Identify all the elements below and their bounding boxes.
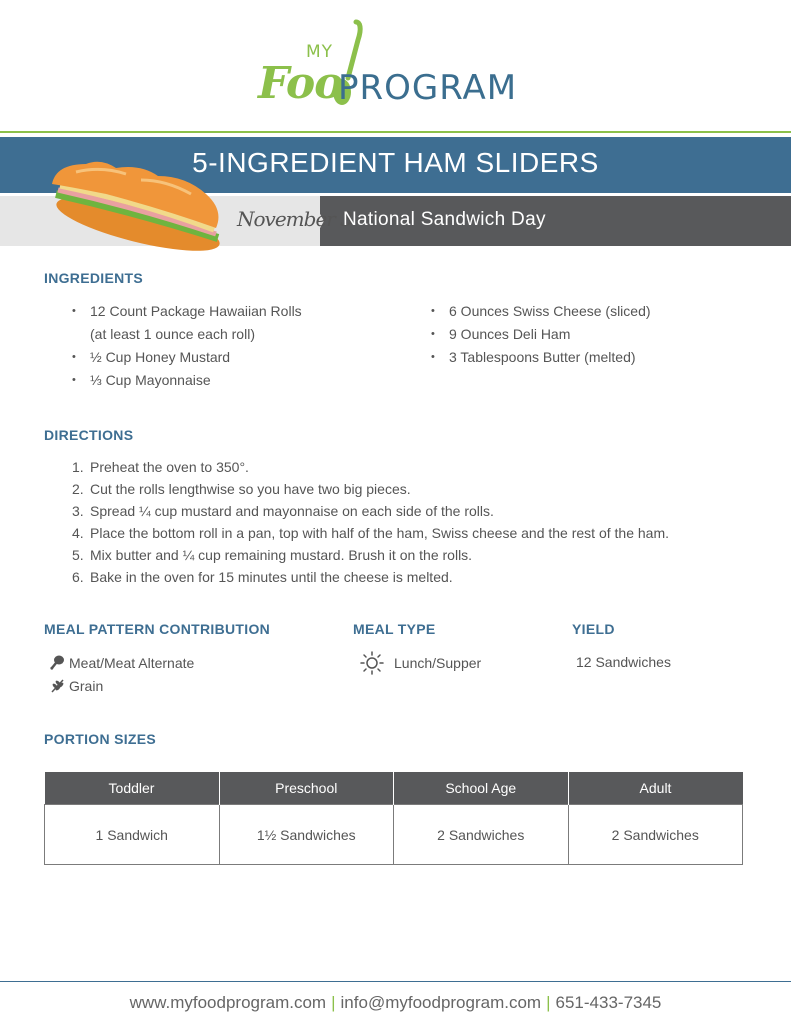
footer-separator: | — [331, 993, 336, 1012]
recipe-date: November 3 — [237, 207, 352, 231]
column-header: School Age — [394, 772, 569, 805]
portion-sizes-heading: PORTION SIZES — [44, 731, 157, 747]
list-item: • ⅓ Cup Mayonnaise — [72, 369, 412, 392]
ingredients-list-right — [431, 300, 751, 369]
directions-heading: DIRECTIONS — [44, 427, 134, 443]
yield-value: 12 Sandwiches — [576, 654, 671, 670]
recipe-title: 5-INGREDIENT HAM SLIDERS — [192, 147, 599, 178]
meal-pattern-meat: Meat/Meat Alternate — [50, 655, 194, 671]
list-item: 2. Cut the rolls lengthwise so you have two big pieces. — [72, 481, 411, 497]
list-item: • 12 Count Package Hawaiian Rolls (at least 1 ounce each roll) — [72, 300, 412, 346]
table-header-row — [45, 772, 743, 805]
list-item: • 3 Tablespoons Butter (melted) — [431, 346, 751, 369]
wheat-icon — [50, 678, 65, 693]
table-cell: 2 Sandwiches — [394, 805, 569, 865]
list-item: 1. Preheat the oven to 350°. — [72, 459, 249, 475]
meal-pattern-grain: Grain — [50, 678, 103, 694]
ingredient-note: (at least 1 ounce each roll) — [90, 326, 255, 342]
meal-type-heading: MEAL TYPE — [353, 621, 436, 637]
column-header: Toddler — [45, 772, 220, 805]
ingredients-heading: INGREDIENTS — [44, 270, 143, 286]
ingredients-list-left — [72, 300, 412, 392]
list-item: • 6 Ounces Swiss Cheese (sliced) — [431, 300, 751, 323]
list-item: 5. Mix butter and ¼ cup remaining mustard. Brush it on the rolls. — [72, 547, 473, 563]
footer-divider — [0, 981, 791, 982]
list-item: • ½ Cup Honey Mustard — [72, 346, 412, 369]
sandwich-image — [46, 150, 226, 260]
table-cell: 1½ Sandwiches — [219, 805, 394, 865]
directions-list — [72, 456, 752, 588]
meal-pattern-heading: MEAL PATTERN CONTRIBUTION — [44, 621, 271, 637]
table-cell: 1 Sandwich — [45, 805, 220, 865]
logo-program: PROGRAM — [338, 68, 518, 108]
footer-separator: | — [546, 993, 551, 1012]
footer-website-link[interactable]: www.myfoodprogram.com — [129, 993, 327, 1012]
list-item: 4. Place the bottom roll in a pan, top with half of the ham, Swiss cheese and the rest of the ham. — [72, 525, 669, 541]
brand-logo — [258, 18, 543, 110]
yield-heading: YIELD — [572, 621, 615, 637]
drumstick-icon — [50, 655, 65, 670]
meal-type-value: Lunch/Supper — [360, 651, 481, 676]
table-row — [45, 805, 743, 865]
column-header: Adult — [568, 772, 743, 805]
table-cell: 2 Sandwiches — [568, 805, 743, 865]
list-item: 6. Bake in the oven for 15 minutes until the cheese is melted. — [72, 569, 453, 585]
occasion-label: National Sandwich Day — [343, 209, 546, 230]
portion-sizes-table — [44, 772, 743, 865]
logo-food: Foo — [258, 58, 343, 109]
footer-email-link[interactable]: info@myfoodprogram.com — [340, 993, 542, 1012]
footer-phone: 651-433-7345 — [555, 993, 662, 1012]
top-divider — [0, 131, 791, 133]
footer — [0, 993, 791, 1013]
list-item: • 9 Ounces Deli Ham — [431, 323, 751, 346]
sun-icon — [360, 651, 384, 675]
column-header: Preschool — [219, 772, 394, 805]
list-item: 3. Spread ¼ cup mustard and mayonnaise on each side of the rolls. — [72, 503, 494, 519]
logo-my: MY — [306, 42, 334, 62]
